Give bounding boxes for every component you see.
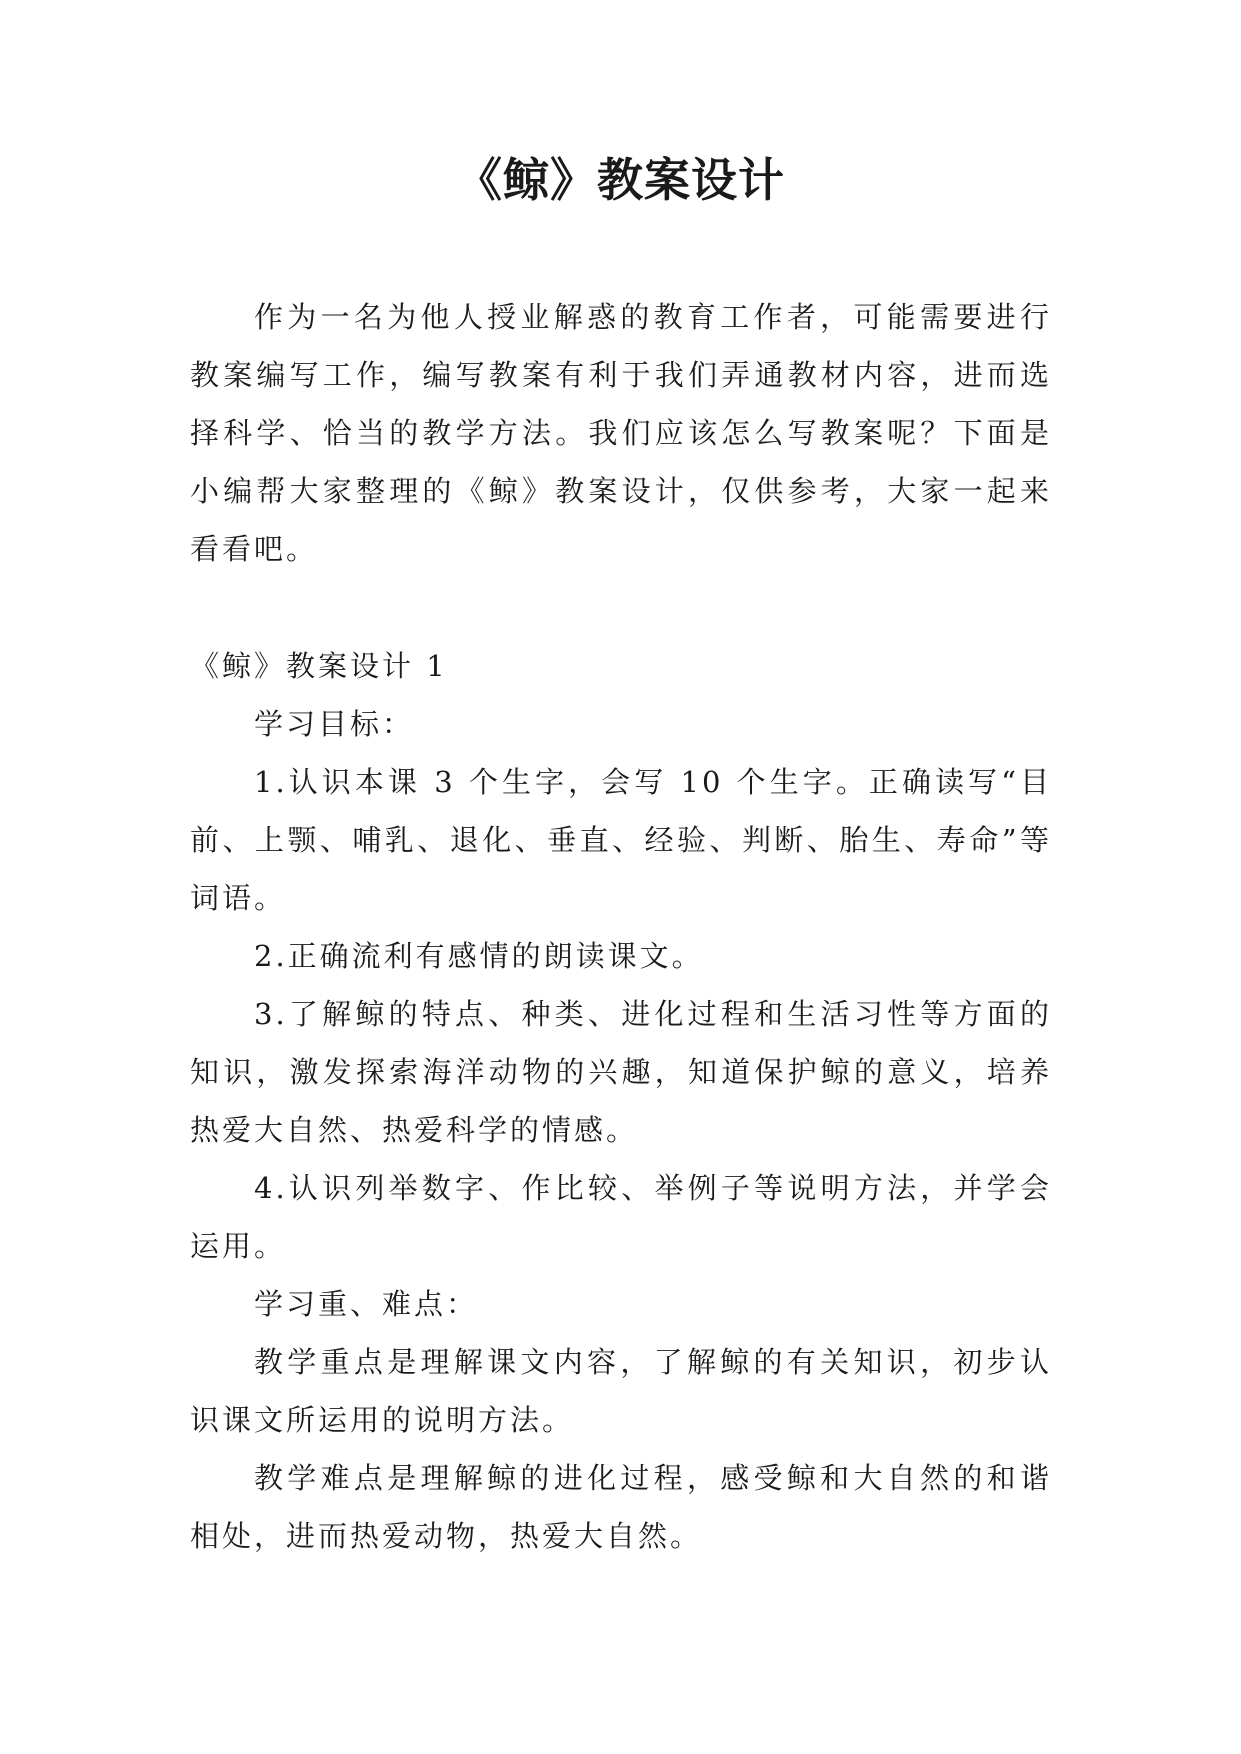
objective-3: 3.了解鲸的特点、种类、进化过程和生活习性等方面的知识，激发探索海洋动物的兴趣，知道保护鲸的意义，培养热爱大自然、热爱科学的情感。 — [190, 997, 1052, 1147]
teaching-key-point: 教学重点是理解课文内容，了解鲸的有关知识，初步认识课文所运用的说明方法。 — [190, 1345, 1052, 1437]
objective-4: 4.认识列举数字、作比较、举例子等说明方法，并学会运用。 — [190, 1171, 1052, 1263]
teaching-difficult-point: 教学难点是理解鲸的进化过程，感受鲸和大自然的和谐相处，进而热爱动物，热爱大自然。 — [190, 1461, 1052, 1553]
learning-objectives-heading: 学习目标： — [254, 707, 415, 741]
intro-block — [190, 288, 1052, 578]
document-title: 《鲸》教案设计 — [456, 153, 785, 207]
key-difficult-points-heading: 学习重、难点： — [254, 1287, 479, 1321]
intro-paragraph: 作为一名为他人授业解惑的教育工作者，可能需要进行教案编写工作，编写教案有利于我们弄通教材内容，进而选择科学、恰当的教学方法。我们应该怎么写教案呢？下面是小编帮大家整理的《鲸》教案设计，仅供参考，大家一起来看看吧。 — [190, 300, 1052, 566]
lesson-plan-section — [190, 637, 1052, 1565]
objective-2: 2.正确流利有感情的朗读课文。 — [254, 939, 704, 973]
section-heading: 《鲸》教案设计 1 — [190, 649, 448, 683]
objective-1: 1.认识本课 3 个生字，会写 10 个生字。正确读写“目前、上颚、哺乳、退化、垂直、经验、判断、胎生、寿命”等词语。 — [190, 765, 1052, 915]
